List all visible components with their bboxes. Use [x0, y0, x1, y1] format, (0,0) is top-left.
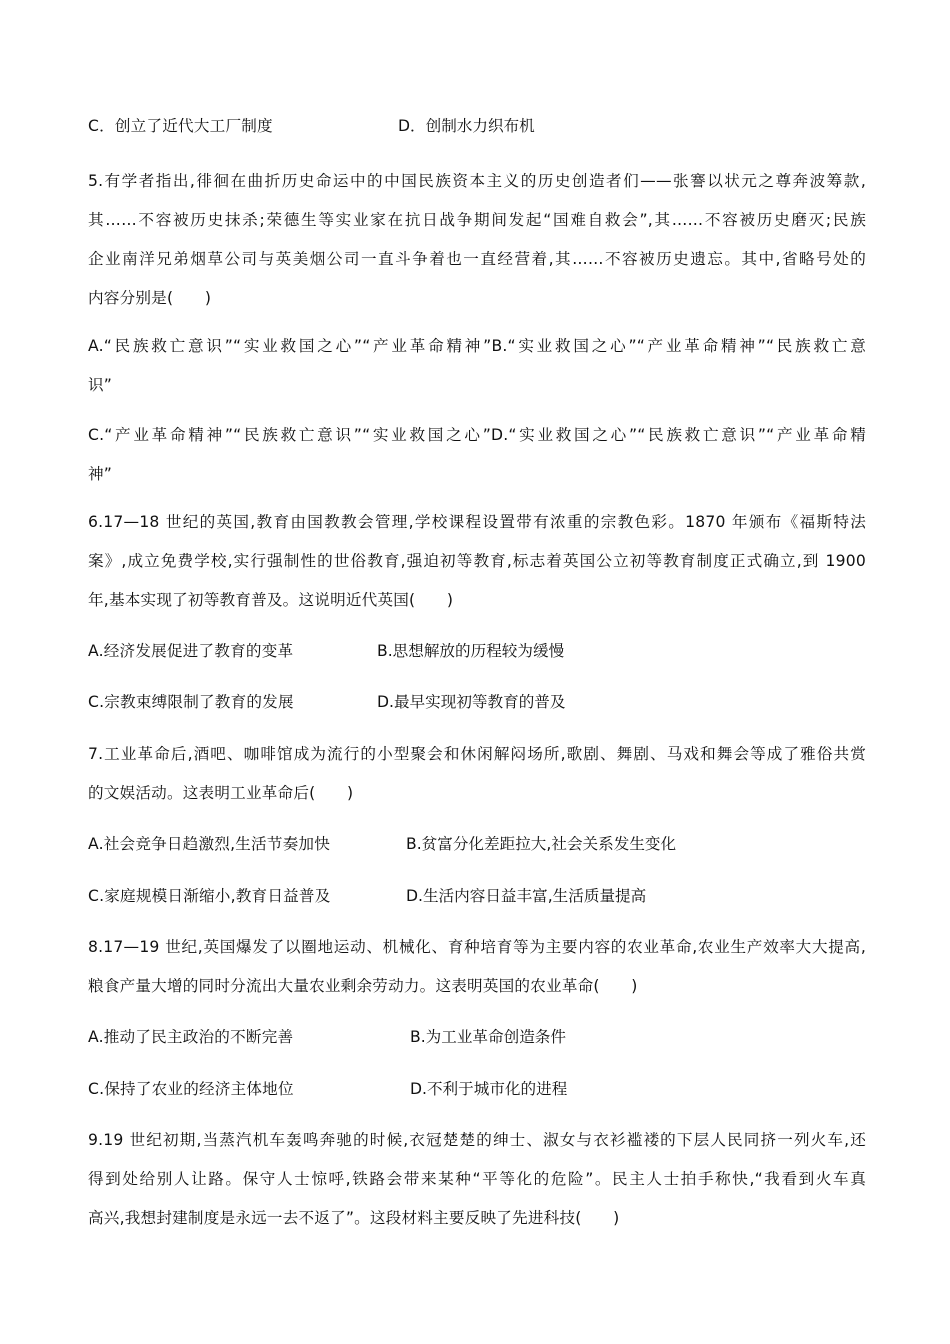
- q8-option-b: B.为工业革命创造条件: [410, 1028, 566, 1046]
- q5-stem-line: 其……不容被历史抹杀;荣德生等实业家在抗日战争期间发起“国难自救会”,其……不容被历史磨灭;民族: [88, 211, 866, 229]
- q5-options-line: A.“民族救亡意识”“实业救国之心”“产业革命精神”B.“实业救国之心”“产业革命精神”“民族救亡意: [88, 337, 866, 355]
- q6-option-b: B.思想解放的历程较为缓慢: [377, 642, 565, 660]
- q6-stem-line: 6.17—18 世纪的英国,教育由国教教会管理,学校课程设置带有浓重的宗教色彩。1870 年颁布《福斯特法: [88, 513, 866, 531]
- q7-stem-line: 的文娱活动。这表明工业革命后( ): [88, 784, 354, 802]
- q8-option-d: D.不利于城市化的进程: [410, 1080, 568, 1098]
- q5-options-line: 神”: [88, 465, 113, 483]
- q5-stem-line: 5.有学者指出,徘徊在曲折历史命运中的中国民族资本主义的历史创造者们——张謇以状元之尊奔波筹款,: [88, 172, 866, 190]
- q8-stem-line: 粮食产量大增的同时分流出大量农业剩余劳动力。这表明英国的农业革命( ): [88, 977, 638, 995]
- q9-stem-line: 9.19 世纪初期,当蒸汽机车轰鸣奔驰的时候,衣冠楚楚的绅士、淑女与衣衫褴褛的下层人民同挤一列火车,还: [88, 1131, 866, 1149]
- q7-stem-line: 7.工业革命后,酒吧、咖啡馆成为流行的小型聚会和休闲解闷场所,歌剧、舞剧、马戏和舞会等成了雅俗共赏: [88, 745, 866, 763]
- q8-option-a: A.推动了民主政治的不断完善: [88, 1028, 294, 1046]
- q6-stem-line: 案》,成立免费学校,实行强制性的世俗教育,强迫初等教育,标志着英国公立初等教育制度正式确立,到 1900: [88, 552, 866, 570]
- q7-option-d: D.生活内容日益丰富,生活质量提高: [406, 887, 647, 905]
- q5-stem-line: 企业南洋兄弟烟草公司与英美烟公司一直斗争着也一直经营着,其……不容被历史遗忘。其中,省略号处的: [88, 250, 866, 268]
- q6-option-c: C.宗教束缚限制了教育的发展: [88, 693, 294, 711]
- q4-option-c: C．创立了近代大工厂制度: [88, 117, 273, 135]
- q5-options-line: C.“产业革命精神”“民族救亡意识”“实业救国之心”D.“实业救国之心”“民族救亡意识”“产业革命精: [88, 426, 866, 444]
- q4-option-d: D．创制水力织布机: [398, 117, 535, 135]
- q9-stem-line: 高兴,我想封建制度是永远一去不返了”。这段材料主要反映了先进科技( ): [88, 1209, 620, 1227]
- q8-stem-line: 8.17—19 世纪,英国爆发了以圈地运动、机械化、育种培育等为主要内容的农业革命,农业生产效率大大提高,: [88, 938, 866, 956]
- q5-options-line: 识”: [88, 376, 113, 394]
- q9-stem-line: 得到处给别人让路。保守人士惊呼,铁路会带来某种“平等化的危险”。民主人士拍手称快,“我看到火车真: [88, 1170, 866, 1188]
- q6-stem-line: 年,基本实现了初等教育普及。这说明近代英国( ): [88, 591, 454, 609]
- q7-option-b: B.贫富分化差距拉大,社会关系发生变化: [406, 835, 677, 853]
- q7-option-a: A.社会竞争日趋激烈,生活节奏加快: [88, 835, 331, 853]
- q7-option-c: C.家庭规模日渐缩小,教育日益普及: [88, 887, 331, 905]
- q6-option-a: A.经济发展促进了教育的变革: [88, 642, 294, 660]
- q6-option-d: D.最早实现初等教育的普及: [377, 693, 566, 711]
- q5-stem-line: 内容分别是( ): [88, 289, 212, 307]
- q8-option-c: C.保持了农业的经济主体地位: [88, 1080, 294, 1098]
